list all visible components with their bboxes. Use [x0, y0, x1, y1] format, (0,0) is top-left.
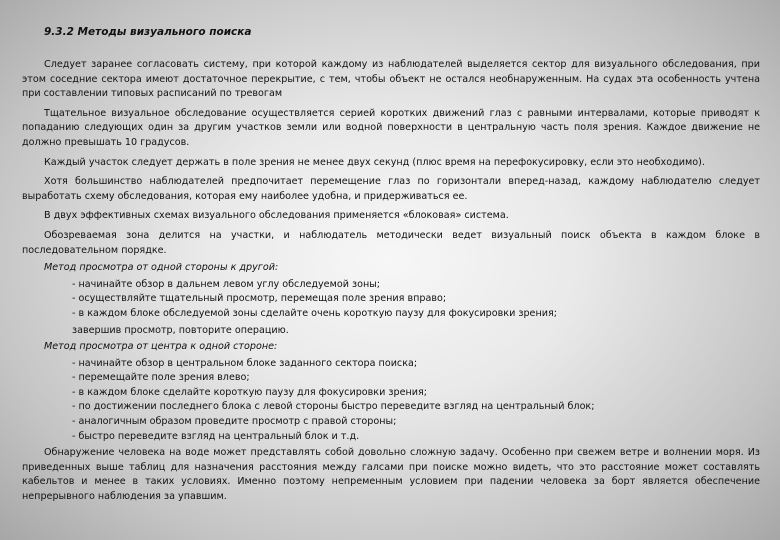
list-item: - перемещайте поле зрения влево; [72, 372, 250, 384]
paragraph: Каждый участок следует держать в поле зрения не менее двух секунд (плюс время на перефокусировку, если это необходимо). [44, 156, 705, 168]
paragraph: Следует заранее согласовать систему, при которой каждому из наблюдателей выделяется сектор для визуального обследования, при этом соседние сектора имеют достаточное перекрытие, с тем, чтобы объект не остался необнаруженным. На судах эта особенность учтена при составлении типовых расписаний по тревогам [22, 59, 760, 100]
list-item: - быстро переведите взгляд на центральный блок и т.д. [72, 430, 360, 442]
method-2-steps [72, 357, 760, 445]
list-item: - в каждом блоке обследуемой зоны сделайте очень короткую паузу для фокусировки зрения; [72, 307, 557, 319]
method-1-heading: Метод просмотра от одной стороны к другой: [44, 262, 279, 274]
list-item: - начинайте обзор в дальнем левом углу обследуемой зоны; [72, 278, 381, 290]
paragraph: Хотя большинство наблюдателей предпочитает перемещение глаз по горизонтали вперед-назад, каждому наблюдателю следует выработать схему обследования, которая ему наиболее удобна, и придерживаться ее. [22, 176, 760, 202]
section-title: 9.3.2 Методы визуального поиска [44, 26, 252, 38]
list-item: - аналогичным образом проведите просмотр с правой стороны; [72, 416, 397, 428]
paragraph: Обозреваемая зона делится на участки, и наблюдатель методически ведет визуальный поиск объекта в каждом блоке в последовательном порядке. [22, 229, 760, 256]
list-item: - по достижении последнего блока с левой стороны быстро переведите взгляд на центральный блок; [72, 401, 595, 413]
list-item: - осуществляйте тщательный просмотр, перемещая поле зрения вправо; [72, 293, 447, 305]
method-2-heading: Метод просмотра от центра к одной стороне: [44, 341, 278, 353]
paragraph: Тщательное визуальное обследование осуществляется серией коротких движений глаз с равными интервалами, которые приводят к попаданию следующих один за другим участков земли или водной поверхности в центральную часть поля зрения. Каждое движение не должно превышать 10 градусов. [22, 107, 760, 148]
list-item: - в каждом блоке сделайте короткую паузу для фокусировки зрения; [72, 386, 427, 398]
document-body [22, 58, 760, 510]
final-paragraph: Обнаружение человека на воде может представлять собой довольно сложную задачу. Особенно при свежем ветре и волнении моря. Из приведенных выше таблиц для назначения расстояния между галсами при поиске можно видеть, что это расстояние может составлять кабельтов и менее в таких условиях. Именно поэтому непременным условием при падении человека за борт является обеспечение непрерывного наблюдения за упавшим. [22, 447, 760, 503]
method-1-continuation: завершив просмотр, повторите операцию. [72, 324, 289, 336]
method-1-steps [72, 278, 760, 322]
list-item: - начинайте обзор в центральном блоке заданного сектора поиска; [72, 357, 418, 369]
paragraph: В двух эффективных схемах визуального обследования применяется «блоковая» система. [44, 210, 509, 222]
